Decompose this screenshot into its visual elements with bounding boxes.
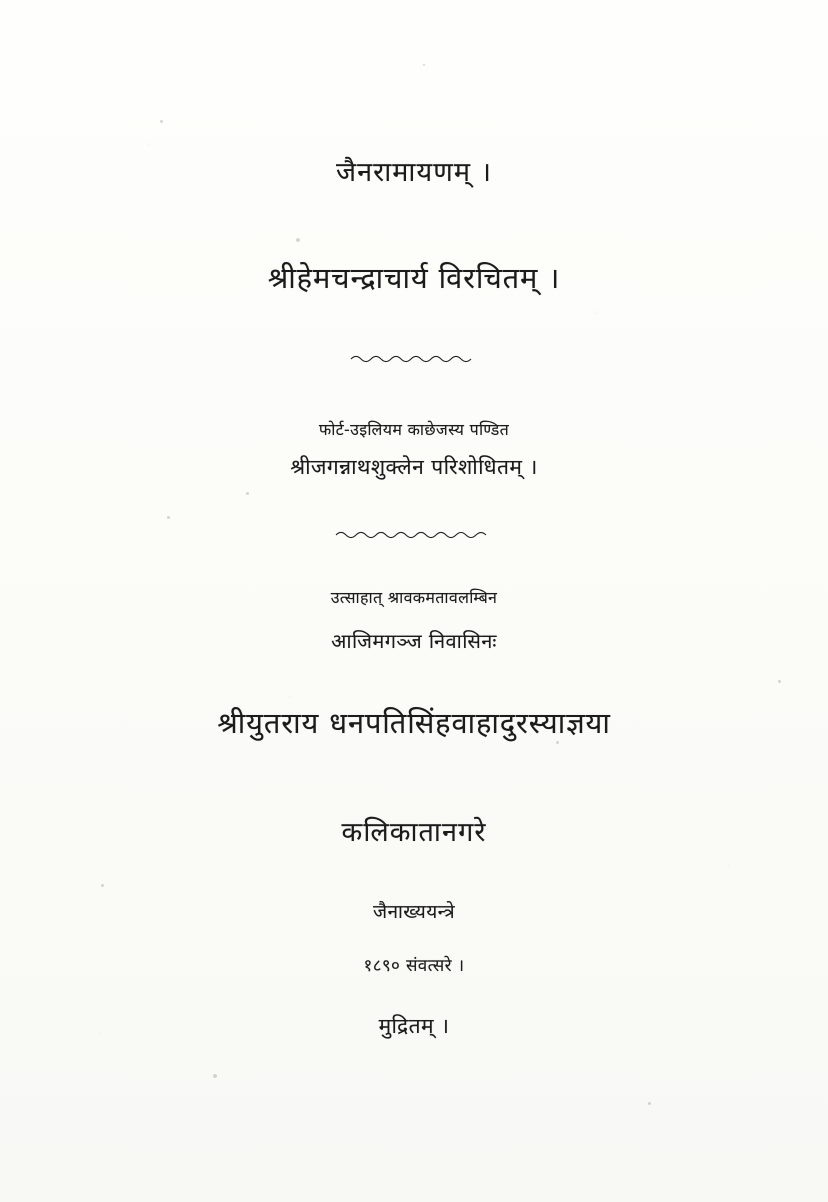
editor-affiliation: फोर्ट-उइलियम काछेजस्य पण्डित [318, 420, 510, 439]
paper-speck [246, 492, 249, 495]
wavy-rule-lower-icon [0, 528, 828, 540]
paper-speck [160, 120, 163, 123]
wavy-rule-upper-icon [0, 352, 828, 364]
paper-speck [648, 1102, 651, 1105]
author-line: श्रीहेमचन्द्राचार्य विरचितम् । [267, 261, 561, 295]
paper-speck [101, 884, 104, 887]
place-of-publication: कलिकातानगरे [341, 817, 487, 848]
patron-name: श्रीयुतराय धनपतिसिंहवाहादुरस्याज्ञया [217, 706, 611, 740]
press-name: जैनाख्ययन्त्रे [372, 901, 456, 923]
editor-name: श्रीजगन्नाथशुक्लेन परिशोधितम् । [290, 455, 538, 479]
paper-speck [423, 64, 425, 66]
paper-speck [296, 238, 300, 242]
paper-speck [213, 1074, 217, 1078]
paper-speck [167, 516, 170, 519]
book-title: जैनरामायणम् । [335, 157, 493, 188]
publication-year: १८९० संवत्सरे । [363, 956, 465, 976]
patron-description: उत्साहात् श्रावकमतावलम्बिन [330, 588, 498, 607]
paper-speck [778, 680, 781, 683]
patron-residence: आजिमगञ्ज निवासिनः [331, 629, 497, 653]
printed-statement: मुद्रितम् । [378, 1014, 450, 1038]
